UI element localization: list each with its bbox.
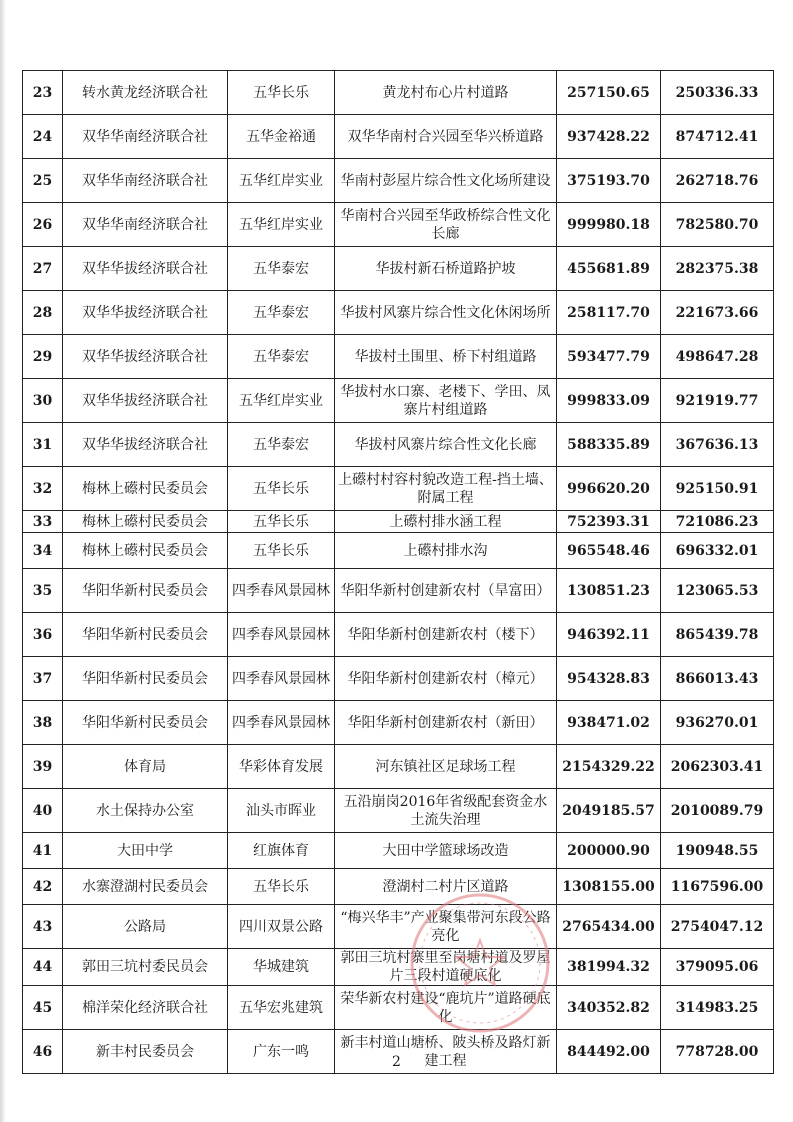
contractor-cell: 五华长乐 [228, 533, 335, 569]
project-name-cell: 澄湖村二村片区道路 [335, 869, 557, 905]
project-name-cell: 华阳华新村创建新农村（新田） [335, 701, 557, 745]
row-number: 27 [23, 247, 63, 291]
organization-cell: 公路局 [63, 905, 228, 949]
project-name-cell: 华阳华新村创建新农村（旱富田） [335, 569, 557, 613]
organization-cell: 双华华拔经济联合社 [63, 379, 228, 423]
organization-cell: 梅林上礤村民委员会 [63, 533, 228, 569]
organization-cell: 双华华拔经济联合社 [63, 291, 228, 335]
table-row [23, 247, 774, 291]
contractor-cell: 四季春风景园林 [228, 569, 335, 613]
organization-cell: 双华华拔经济联合社 [63, 335, 228, 379]
contractor-cell: 五华泰宏 [228, 291, 335, 335]
row-number: 25 [23, 159, 63, 203]
contractor-cell: 红旗体育 [228, 833, 335, 869]
project-table [22, 70, 774, 1074]
contractor-cell: 华城建筑 [228, 949, 335, 986]
row-number: 36 [23, 613, 63, 657]
row-number: 30 [23, 379, 63, 423]
table-row [23, 789, 774, 833]
contractor-cell: 汕头市晖业 [228, 789, 335, 833]
amount-budget-cell: 2049185.57 [557, 789, 661, 833]
amount-settled-cell: 379095.06 [661, 949, 774, 986]
contractor-cell: 五华泰宏 [228, 335, 335, 379]
amount-settled-cell: 314983.25 [661, 986, 774, 1030]
contractor-cell: 五华长乐 [228, 71, 335, 115]
project-name-cell: 黄龙村布心片村道路 [335, 71, 557, 115]
table-row [23, 986, 774, 1030]
row-number: 43 [23, 905, 63, 949]
amount-budget-cell: 381994.32 [557, 949, 661, 986]
amount-settled-cell: 866013.43 [661, 657, 774, 701]
amount-settled-cell: 282375.38 [661, 247, 774, 291]
amount-settled-cell: 367636.13 [661, 423, 774, 467]
contractor-cell: 广东一鸣 [228, 1030, 335, 1074]
project-name-cell: 双华华南村合兴园至华兴桥道路 [335, 115, 557, 159]
row-number: 26 [23, 203, 63, 247]
amount-settled-cell: 721086.23 [661, 511, 774, 533]
amount-settled-cell: 921919.77 [661, 379, 774, 423]
organization-cell: 体育局 [63, 745, 228, 789]
amount-budget-cell: 844492.00 [557, 1030, 661, 1074]
amount-settled-cell: 936270.01 [661, 701, 774, 745]
row-number: 23 [23, 71, 63, 115]
amount-budget-cell: 999980.18 [557, 203, 661, 247]
row-number: 40 [23, 789, 63, 833]
row-number: 39 [23, 745, 63, 789]
row-number: 42 [23, 869, 63, 905]
amount-settled-cell: 1167596.00 [661, 869, 774, 905]
project-name-cell: 上礤村排水沟 [335, 533, 557, 569]
amount-budget-cell: 954328.83 [557, 657, 661, 701]
table-row [23, 379, 774, 423]
table-row [23, 511, 774, 533]
project-name-cell: 华拔村新石桥道路护坡 [335, 247, 557, 291]
amount-settled-cell: 778728.00 [661, 1030, 774, 1074]
project-name-cell: 上礤村村容村貌改造工程-挡土墙、附属工程 [335, 467, 557, 511]
row-number: 32 [23, 467, 63, 511]
row-number: 31 [23, 423, 63, 467]
contractor-cell: 五华长乐 [228, 467, 335, 511]
organization-cell: 双华华拔经济联合社 [63, 247, 228, 291]
table-row [23, 71, 774, 115]
amount-budget-cell: 965548.46 [557, 533, 661, 569]
row-number: 34 [23, 533, 63, 569]
table-row [23, 423, 774, 467]
contractor-cell: 五华长乐 [228, 511, 335, 533]
contractor-cell: 五华宏兆建筑 [228, 986, 335, 1030]
amount-budget-cell: 258117.70 [557, 291, 661, 335]
contractor-cell: 四季春风景园林 [228, 701, 335, 745]
amount-budget-cell: 375193.70 [557, 159, 661, 203]
organization-cell: 梅林上礤村民委员会 [63, 511, 228, 533]
amount-budget-cell: 946392.11 [557, 613, 661, 657]
project-name-cell: 华拔村风寨片综合性文化休闲场所 [335, 291, 557, 335]
project-name-cell: “梅兴华丰”产业聚集带河东段公路亮化 [335, 905, 557, 949]
scan-edge-shadow [0, 0, 6, 1122]
row-number: 38 [23, 701, 63, 745]
amount-budget-cell: 999833.09 [557, 379, 661, 423]
amount-settled-cell: 865439.78 [661, 613, 774, 657]
amount-budget-cell: 996620.20 [557, 467, 661, 511]
amount-budget-cell: 130851.23 [557, 569, 661, 613]
contractor-cell: 四季春风景园林 [228, 613, 335, 657]
row-number: 35 [23, 569, 63, 613]
contractor-cell: 五华泰宏 [228, 247, 335, 291]
table-row [23, 905, 774, 949]
row-number: 28 [23, 291, 63, 335]
amount-settled-cell: 221673.66 [661, 291, 774, 335]
project-name-cell: 华拔村风寨片综合性文化长廊 [335, 423, 557, 467]
amount-settled-cell: 782580.70 [661, 203, 774, 247]
amount-budget-cell: 1308155.00 [557, 869, 661, 905]
table-row [23, 701, 774, 745]
row-number: 44 [23, 949, 63, 986]
row-number: 41 [23, 833, 63, 869]
contractor-cell: 五华红岸实业 [228, 203, 335, 247]
row-number: 37 [23, 657, 63, 701]
organization-cell: 水寨澄湖村民委员会 [63, 869, 228, 905]
contractor-cell: 五华金裕通 [228, 115, 335, 159]
organization-cell: 双华华南经济联合社 [63, 203, 228, 247]
project-name-cell: 华阳华新村创建新农村（樟元） [335, 657, 557, 701]
contractor-cell: 五华泰宏 [228, 423, 335, 467]
project-name-cell: 五沿崩岗2016年省级配套资金水土流失治理 [335, 789, 557, 833]
amount-budget-cell: 593477.79 [557, 335, 661, 379]
amount-budget-cell: 455681.89 [557, 247, 661, 291]
amount-settled-cell: 2062303.41 [661, 745, 774, 789]
organization-cell: 华阳华新村民委员会 [63, 569, 228, 613]
contractor-cell: 四川双景公路 [228, 905, 335, 949]
contractor-cell: 四季春风景园林 [228, 657, 335, 701]
table-row [23, 657, 774, 701]
project-name-cell: 上礤村排水涵工程 [335, 511, 557, 533]
organization-cell: 双华华拔经济联合社 [63, 423, 228, 467]
table-row [23, 533, 774, 569]
amount-settled-cell: 123065.53 [661, 569, 774, 613]
contractor-cell: 五华红岸实业 [228, 379, 335, 423]
amount-settled-cell: 262718.76 [661, 159, 774, 203]
amount-settled-cell: 190948.55 [661, 833, 774, 869]
table-row [23, 115, 774, 159]
row-number: 24 [23, 115, 63, 159]
organization-cell: 转水黄龙经济联合社 [63, 71, 228, 115]
project-name-cell: 河东镇社区足球场工程 [335, 745, 557, 789]
amount-settled-cell: 874712.41 [661, 115, 774, 159]
organization-cell: 水土保持办公室 [63, 789, 228, 833]
amount-budget-cell: 340352.82 [557, 986, 661, 1030]
table-row [23, 335, 774, 379]
organization-cell: 华阳华新村民委员会 [63, 657, 228, 701]
table-row [23, 159, 774, 203]
project-name-cell: 华阳华新村创建新农村（楼下） [335, 613, 557, 657]
table-row [23, 203, 774, 247]
amount-budget-cell: 938471.02 [557, 701, 661, 745]
amount-settled-cell: 498647.28 [661, 335, 774, 379]
organization-cell: 华阳华新村民委员会 [63, 701, 228, 745]
table-row [23, 745, 774, 789]
project-name-cell: 华南村合兴园至华政桥综合性文化长廊 [335, 203, 557, 247]
project-name-cell: 大田中学篮球场改造 [335, 833, 557, 869]
project-name-cell: 荣华新农村建设“鹿坑片”道路硬底化 [335, 986, 557, 1030]
organization-cell: 新丰村民委员会 [63, 1030, 228, 1074]
table-row [23, 569, 774, 613]
table-row [23, 291, 774, 335]
amount-budget-cell: 200000.90 [557, 833, 661, 869]
amount-settled-cell: 696332.01 [661, 533, 774, 569]
amount-budget-cell: 937428.22 [557, 115, 661, 159]
organization-cell: 华阳华新村民委员会 [63, 613, 228, 657]
table-row [23, 949, 774, 986]
table-row [23, 613, 774, 657]
organization-cell: 双华华南经济联合社 [63, 159, 228, 203]
row-number: 33 [23, 511, 63, 533]
project-name-cell: 郭田三坑村寨里至岗塘村道及罗屋片三段村道硬底化 [335, 949, 557, 986]
amount-settled-cell: 2010089.79 [661, 789, 774, 833]
organization-cell: 棉洋荣化经济联合社 [63, 986, 228, 1030]
organization-cell: 郭田三坑村委民员会 [63, 949, 228, 986]
organization-cell: 大田中学 [63, 833, 228, 869]
amount-budget-cell: 588335.89 [557, 423, 661, 467]
row-number: 45 [23, 986, 63, 1030]
contractor-cell: 华彩体育发展 [228, 745, 335, 789]
table-row [23, 869, 774, 905]
amount-settled-cell: 925150.91 [661, 467, 774, 511]
project-name-cell: 新丰村道山塘桥、陂头桥及路灯新建工程 [335, 1030, 557, 1074]
project-name-cell: 华拔村水口寨、老楼下、学田、凤寨片村组道路 [335, 379, 557, 423]
amount-budget-cell: 257150.65 [557, 71, 661, 115]
table-row [23, 833, 774, 869]
project-name-cell: 华南村彭屋片综合性文化场所建设 [335, 159, 557, 203]
amount-budget-cell: 2154329.22 [557, 745, 661, 789]
organization-cell: 双华华南经济联合社 [63, 115, 228, 159]
contractor-cell: 五华红岸实业 [228, 159, 335, 203]
table-row [23, 467, 774, 511]
row-number: 46 [23, 1030, 63, 1074]
amount-settled-cell: 250336.33 [661, 71, 774, 115]
project-name-cell: 华拔村土围里、桥下村组道路 [335, 335, 557, 379]
page-number: 2 [392, 1054, 401, 1070]
amount-settled-cell: 2754047.12 [661, 905, 774, 949]
contractor-cell: 五华长乐 [228, 869, 335, 905]
organization-cell: 梅林上礤村民委员会 [63, 467, 228, 511]
row-number: 29 [23, 335, 63, 379]
amount-budget-cell: 752393.31 [557, 511, 661, 533]
amount-budget-cell: 2765434.00 [557, 905, 661, 949]
